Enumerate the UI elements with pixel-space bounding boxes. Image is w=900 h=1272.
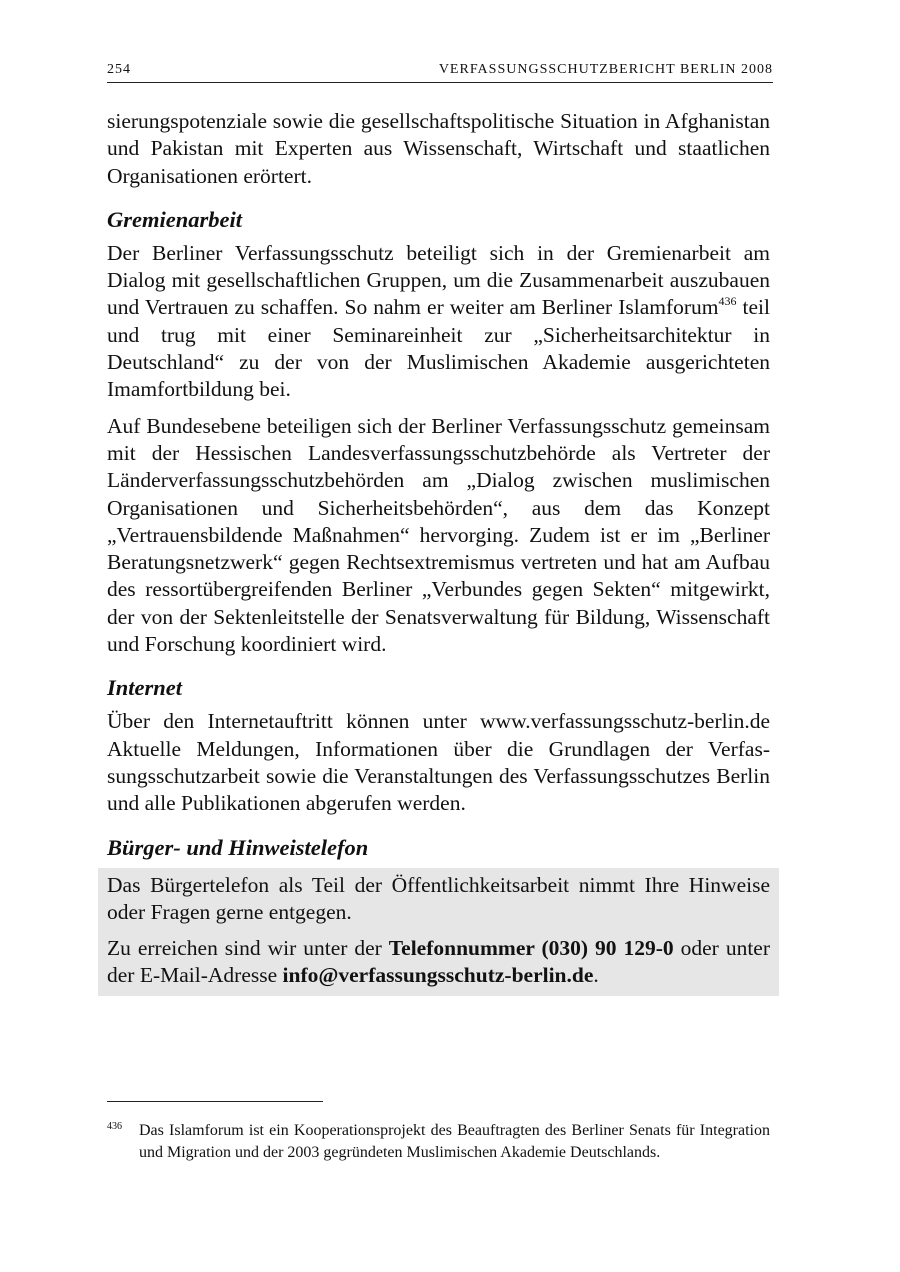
gremien-paragraph-1 [107,240,770,404]
footnote-number: 436 [107,1121,122,1132]
telefon-p2-text-mid: oder unter der E-Mail-Adresse [107,936,770,988]
gremien-p1-text: Der Berliner Verfassungsschutz beteiligt sich in der Gremienarbeit am Dialog mit gesellschaftlichen Gruppen, um die Zusammenarbeit auszubauen und Vertrauen zu schaffen. So nahm er weiter am Berliner Islamforum [107,240,770,320]
footnote-436 [107,1120,770,1164]
footnote-separator [107,1101,323,1102]
heading-internet: Internet [107,675,183,701]
footnote-text: Das Islamforum ist ein Kooperationsprojekt des Beauftragten des Berliner Senats für Integration und Migration und der 2003 gegründeten Muslimischen Akademie Deutschlands. [139,1122,770,1161]
running-title: VERFASSUNGSSCHUTZBERICHT BERLIN 2008 [438,62,773,77]
heading-buergertelefon: Bürger- und Hinweistelefon [107,834,369,860]
telefon-paragraph-1: Das Bürgertelefon als Teil der Öffentlichkeitsarbeit nimmt Ihre Hinweise oder Fragen gerne entgegen. [107,872,770,924]
gremien-paragraph-2: Auf Bundesebene beteiligen sich der Berliner Verfassungsschutz gemeinsam mit der Hessischen Landesverfassungsschutzbehörde als Vertreter der Länderverfassungsschutzbehörden am „Dialog zwischen muslimischen Organisationen und Sicherheitsbehörden“, aus dem das Konzept „Vertrauensbildende Maßnahmen“ hervorging. Zudem ist er im „Berliner Beratungsnetzwerk“ gegen Rechtsextremismus vertreten und hat am Aufbau des ressortübergreifenden Berliner „Verbundes gegen Sekten“ mitgewirkt, der von der Sektenleitstelle der Senatsverwaltung für Bildung, Wissenschaft und Forschung koordiniert wird. [107,413,770,657]
phone-number: Telefonnummer (030) 90 129-0 [388,936,674,961]
telefon-p2-end: . [593,963,599,988]
footnote-reference-436[interactable]: 436 [718,294,737,309]
email-address: info@verfassungsschutz-berlin.de [282,963,594,988]
intro-paragraph: sierungspotenziale sowie die gesellschaftspolitische Situation in Afghanistan und Pakistan mit Experten aus Wissenschaft, Wirtschaft und staatlichen Organisationen erörtert. [107,109,770,188]
gremien-p1-text-cont: teil und trug mit einer Seminareinheit zur „Sicherheitsarchitektur in Deutschland“ zu der von der Muslimischen Akademie ausgerichteten Imamfortbildung bei. [107,295,771,402]
main-content [107,108,770,996]
contact-info-box [98,868,779,996]
running-header [107,62,773,83]
internet-paragraph: Über den Internetauftritt können unter www.verfassungsschutz-berlin.de Aktuelle Meldungen, Informationen über die Grundlagen der Verfassungsschutzarbeit sowie die Veranstaltungen des Verfassungsschutzes Berlin und alle Publikationen abgerufen werden. [107,709,770,816]
page-number: 254 [107,62,131,77]
telefon-p2-text: Zu erreichen sind wir unter der [107,936,389,961]
telefon-paragraph-2 [107,935,770,990]
heading-gremienarbeit: Gremienarbeit [107,206,242,232]
